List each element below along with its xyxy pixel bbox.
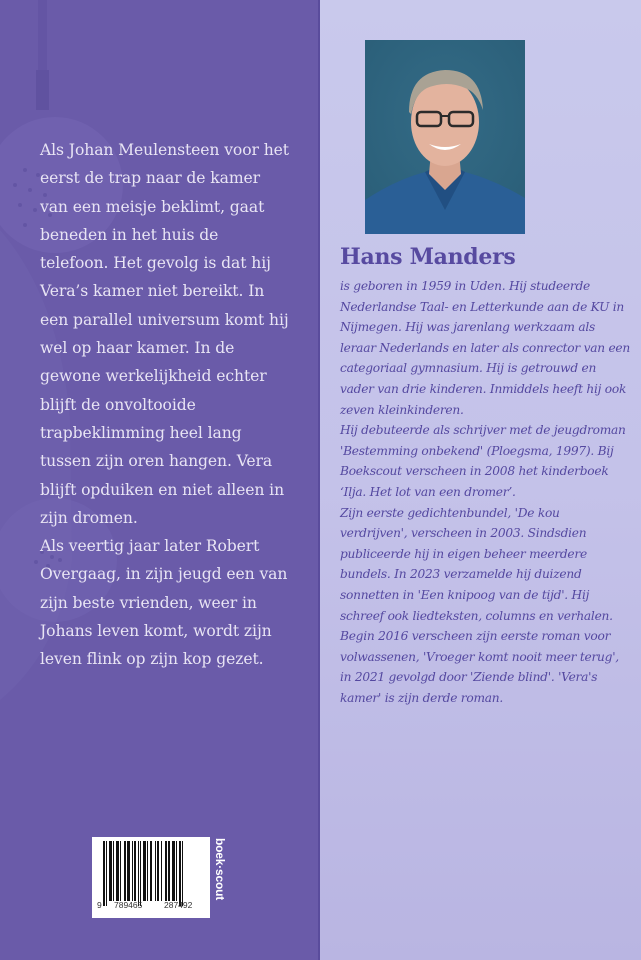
bio-paragraph: Hij debuteerde als schrijver met de jeugdroman 'Bestemming onbekend' (Ploegsma, 1997). Bij Boekscout verscheen in 2008 het kinderboek ‘Ilja. Het lot van een dromer’. <box>340 423 626 499</box>
bio-paragraph: Zijn eerste gedichtenbundel, 'De kou verdrijven', verscheen in 2003. Sindsdien publiceerde hij in eigen beheer meerdere bundels. In 2023 verzamelde hij duizend sonnetten in 'Een knipoog van de tijd'. Hij schreef ook liedteksten, columns en verhalen. <box>340 505 613 623</box>
bio-paragraph: Begin 2016 verscheen zijn eerste roman voor volwassenen, 'Vroeger komt nooit meer terug', in 2021 gevolgd door 'Ziende blind'. 'Vera's kamer' is zijn derde roman. <box>340 629 619 705</box>
barcode-digit-first: 9 <box>97 900 102 910</box>
isbn-barcode <box>92 837 210 918</box>
author-bio <box>340 276 630 708</box>
author-name: Hans Manders <box>340 244 516 270</box>
author-panel <box>320 0 641 960</box>
barcode-digits <box>92 900 210 914</box>
publisher-logo-text: boek·scout <box>213 838 227 901</box>
book-blurb <box>40 136 290 674</box>
blurb-panel <box>0 0 320 960</box>
author-photo <box>365 40 525 234</box>
bio-paragraph: is geboren in 1959 in Uden. Hij studeerde Nederlandse Taal- en Letterkunde aan de KU in Nijmegen. Hij was jarenlang werkzaam als leraar Nederlands en later als conrector van een categoriaal gymnasium. Hij is getrouwd en vader van drie kinderen. Inmiddels heeft hij ook zeven kleinkinderen. <box>340 279 630 417</box>
barcode-digits-left: 789465 <box>114 900 143 910</box>
barcode-digits-right: 287492 <box>164 900 193 910</box>
publisher-logo <box>214 838 228 922</box>
blurb-paragraph: Als veertig jaar later Robert Overgaag, in zijn jeugd een van zijn beste vrienden, weer in Johans leven komt, wordt zijn leven flink op zijn kop gezet. <box>40 537 288 669</box>
blurb-paragraph: Als Johan Meulensteen voor het eerst de trap naar de kamer van een meisje beklimt, gaat beneden in het huis de telefoon. Het gevolg is dat hij Vera’s kamer niet bereikt. In een parallel universum komt hij wel op haar kamer. In de gewone werkelijkheid echter blijft de onvoltooide trapbeklimming heel lang tussen zijn oren hangen. Vera blijft opduiken en niet alleen in zijn dromen. <box>40 141 289 527</box>
author-portrait-icon <box>365 40 525 234</box>
barcode-bars <box>103 841 205 901</box>
